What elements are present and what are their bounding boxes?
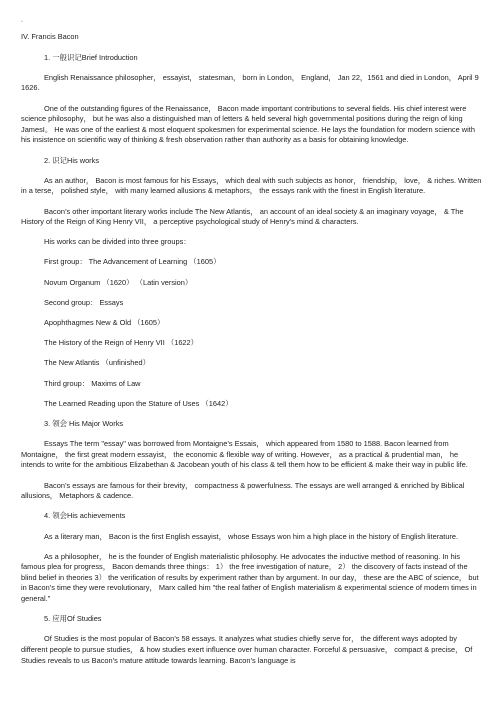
list-line: The New Atlantis （unfinished） (44, 358, 150, 368)
list-line: Novum Organum （1620） （Latin version） (44, 277, 193, 287)
list-line: His works can be divided into three groups： (44, 237, 191, 247)
list-line: The Learned Reading upon the Stature of Uses （1642） (44, 398, 233, 408)
section-heading: IV. Francis Bacon (21, 32, 79, 41)
subheading: 5. 应用Of Studies (44, 614, 102, 624)
subheading: 1. 一般识记Brief Introduction (44, 52, 138, 62)
paragraph: Bacon’s essays are famous for their brevity， compactness & powerfulness. The essays are well arranged & enriched by Biblical allusions， Metaphors & cadence. (21, 480, 465, 501)
paragraph: Of Studies is the most popular of Bacon’s 58 essays. It analyzes what studies chiefly serve for， the different ways adopted by different people to pursue studies， & how studies exert influence over human character. Forceful & persuasive， compact & precise， Of Studies reveals to us Bacon’s mature attitude towards learning. Bacon’s language is (21, 634, 473, 665)
list-line: Second group： Essays (44, 297, 124, 307)
list-line: Apophthagmes New & Old （1605） (44, 318, 165, 328)
content-blocks (21, 53, 482, 667)
paragraph: As a literary man， Bacon is the first English essayist， whose Essays won him a high place in the history of English literature. (44, 531, 459, 541)
paragraph: English Renaissance philosopher， essayist， statesman， born in London， England， Jan 22，1561 and died in London， April 9 1626. (21, 72, 479, 93)
list-line: The History of the Reign of Henry VII （1622） (44, 338, 199, 348)
subheading: 2. 识记His works (44, 155, 100, 165)
list-line: Third group： Maxims of Law (44, 378, 141, 388)
list-line: First group： The Advancement of Learning （1605） (44, 257, 221, 267)
subheading: 4. 领会His achievements (44, 511, 126, 521)
paragraph: As an author， Bacon is most famous for his Essays， which deal with such subjects as honor， friendship， love， & riches. Written in a terse， polished style， with many learned allusions & metaphors， the essays rank with the finest in English literature. (21, 175, 482, 196)
paragraph: As a philosopher， he is the founder of English materialistic philosophy. He advocates the inductive method of reasoning. In his famous plea for progress， Bacon demands three things： 1） the free investigation of nature， 2） the discovery of facts instead of the blind belief in theories 3） the verification of results by experiment rather than by argument. In our day， these are the ABC of science， but in Bacon’s time they were revolutionary， Marx called him "the real father of English materialism & experimental science of modern times in general." (21, 551, 479, 604)
paragraph: One of the outstanding figures of the Renaissance， Bacon made important contributions to several fields. His chief interest were science philosophy， but he was also a distinguished man of letters & held several high governmental positions during the reign of king JamesI。 He was one of the earliest & most eloquent spokesmen for experimental science. He lays the foundation for modern science with his insistence on scientific way of thinking & fresh observation rather than authority as a basis for obtaining knowledge. (21, 103, 475, 145)
paragraph: Essays The term "essay" was borrowed from Montaigne’s Essais， which appeared from 1580 to 1588. Bacon learned from Montaigne， the first great modern essayist， the economic & flexible way of writing. However， as a practical & prudential man， he intends to write for the ambitious Elizabethan & Jacobean youth of his class & tell them how to be efficient & make their way in public life. (21, 439, 468, 470)
paragraph: Bacon’s other important literary works include The New Atlantis， an account of an ideal society & an imaginary voyage， & The History of the Reign of King Henry VII， a perceptive psychological study of Henry’s mind & characters. (21, 206, 464, 227)
bullet-mark: ▫ (21, 19, 23, 25)
subheading: 3. 领会 His Major Works (44, 418, 124, 428)
